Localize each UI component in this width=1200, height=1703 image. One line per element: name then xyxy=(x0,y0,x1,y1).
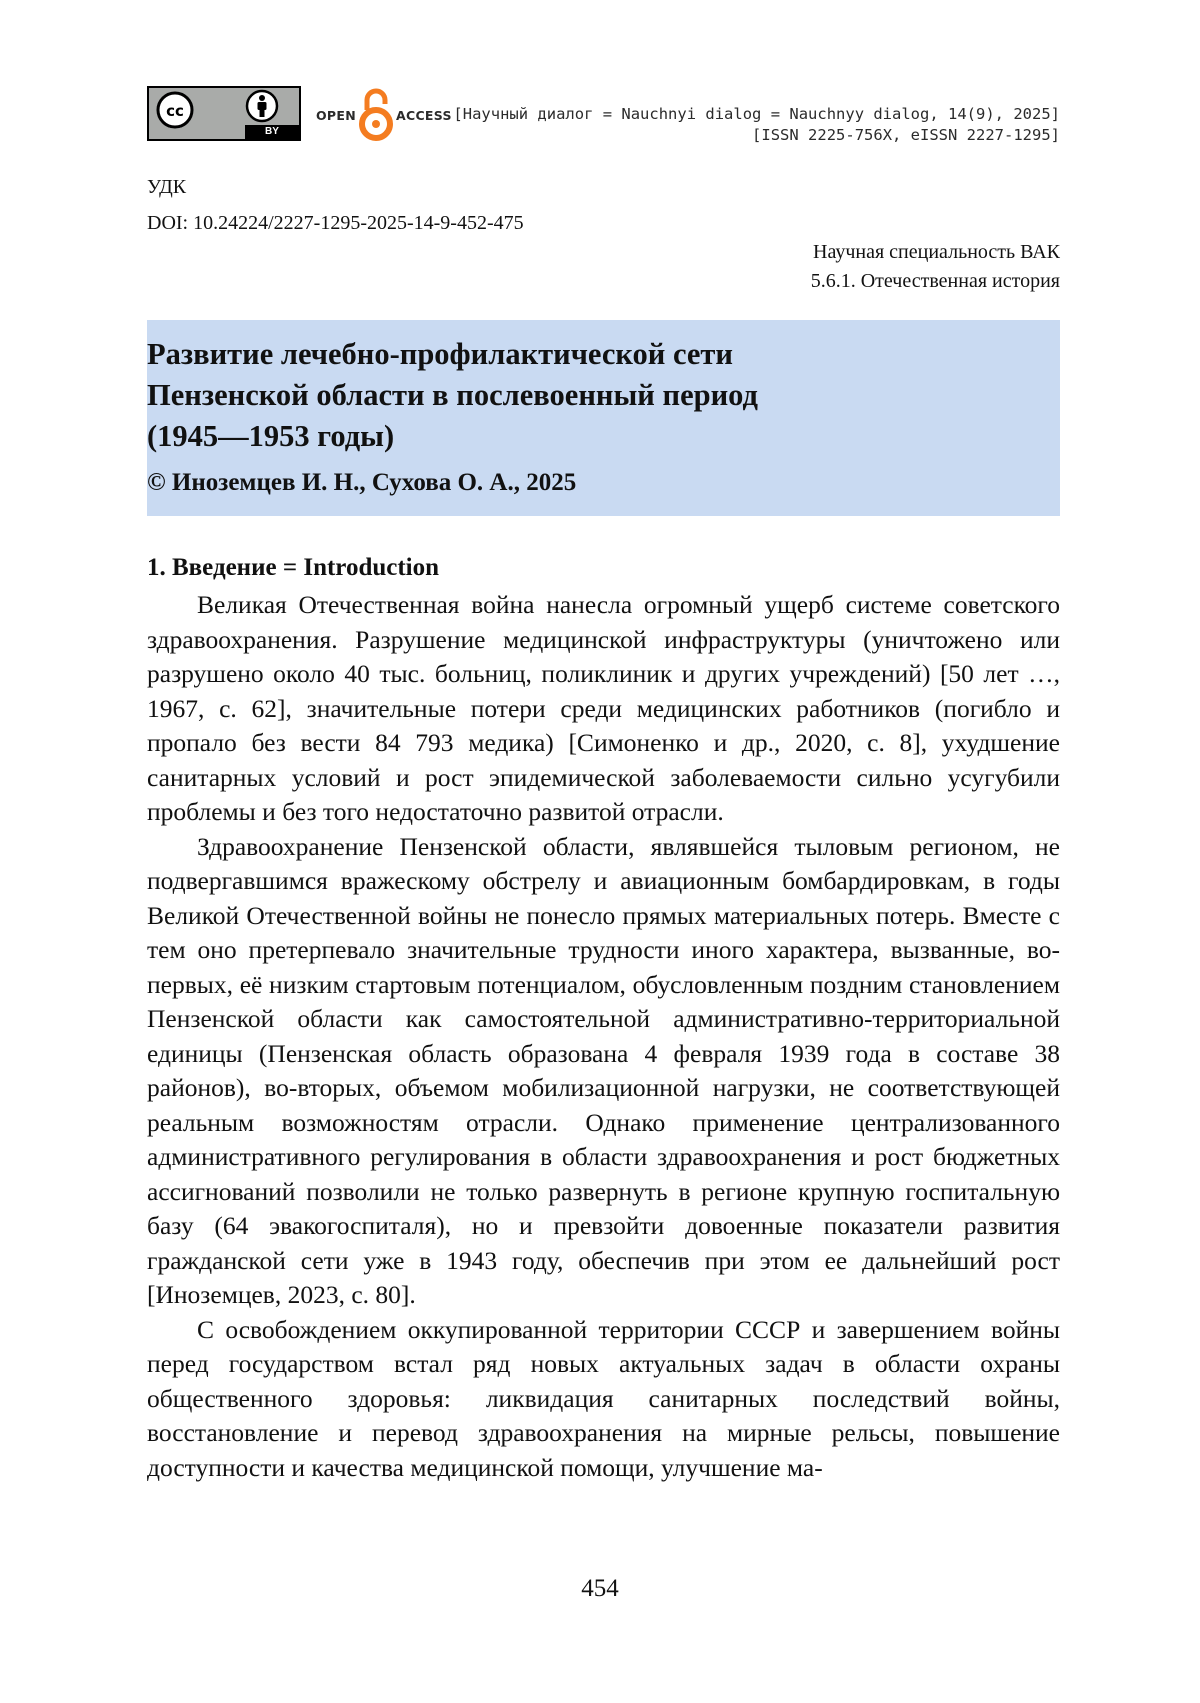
page-number: 454 xyxy=(581,1575,619,1602)
by-label: BY xyxy=(245,125,299,139)
attribution-person-icon xyxy=(245,89,279,123)
title-line-1: Развитие лечебно-профилактической сети xyxy=(147,337,733,371)
vak-specialty xyxy=(811,238,1060,296)
journal-reference xyxy=(453,104,1060,146)
article-body xyxy=(147,588,1060,1485)
doi: DOI: 10.24224/2227-1295-2025-14-9-452-475 xyxy=(147,212,524,234)
specialty-code: 5.6.1. Отечественная история xyxy=(810,270,1060,292)
udk-label: УДК xyxy=(147,176,187,198)
specialty-heading: Научная специальность ВАК xyxy=(813,241,1060,263)
journal-citation: [Научный диалог = Nauchnyi dialog = Nauchnyy dialog, 14(9), 2025] xyxy=(453,105,1060,123)
cc-icon xyxy=(155,90,195,130)
cc-by-license-logo xyxy=(147,86,301,141)
paragraph: С освобождением оккупированной территории СССР и завершением войны перед государством встал ряд новых актуальных задач в области охраны общественного здоровья: ликвидация санитарных последствий войны, восстановление и перевод здравоохранения на мирные рельсы, повышение доступности и качества медицинской помощи, улучшение ма- xyxy=(147,1314,1060,1482)
open-label: OPEN xyxy=(316,108,356,123)
article-title-block xyxy=(147,320,1060,516)
title-line-3: (1945—1953 годы) xyxy=(147,419,395,453)
authors-copyright: © Иноземцев И. Н., Сухова О. А., 2025 xyxy=(147,469,577,496)
section-heading: 1. Введение = Introduction xyxy=(147,554,440,581)
open-access-logo xyxy=(316,86,456,142)
issn: [ISSN 2225-756X, eISSN 2227-1295] xyxy=(752,126,1060,144)
article-title xyxy=(147,334,1060,457)
title-line-2: Пензенской области в послевоенный период xyxy=(147,378,758,412)
paragraph: Великая Отечественная война нанесла огромный ущерб системе советского здравоохранения. Разрушение медицинской инфраструктуры (уничтожено или разрушено около 40 тыс. больниц, поликлиник и других учреждений) [50 лет …, 1967, с. 62], значительные потери среди медицинских работников (погибло и пропало без вести 84 793 медика) [Симоненко и др., 2020, с. 8], ухудшение санитарных условий и рост эпидемической заболеваемости сильно усугубили проблемы и без того недостаточно развитой отрасли. xyxy=(147,590,1060,826)
open-access-lock-icon xyxy=(358,86,394,142)
svg-text:cc: cc xyxy=(166,102,184,120)
paragraph: Здравоохранение Пензенской области, являвшейся тыловым регионом, не подвергавшимся вражескому обстрелу и авиационным бомбардировкам, в годы Великой Отечественной войны не понесло прямых материальных потерь. Вместе с тем оно претерпевало значительные трудности иного характера, вызванные, во-первых, её низким стартовым потенциалом, обусловленным поздним становлением Пензенской области как самостоятельной административно-территориальной единицы (Пензенская область образована 4 февраля 1939 года в составе 38 районов), во-вторых, объемом мобилизационной нагрузки, не соответствующей реальным возможностям отрасли. Однако применение централизованного административного регулирования в области здравоохранения и рост бюджетных ассигнований позволили не только развернуть в регионе крупную госпитальную базу (64 эвакогоспиталя), но и превзойти довоенные показатели развития гражданской сети уже в 1943 году, обеспечив при этом ее дальнейший рост [Иноземцев, 2023, с. 80]. xyxy=(147,831,1060,1309)
access-label: ACCESS xyxy=(396,108,452,123)
